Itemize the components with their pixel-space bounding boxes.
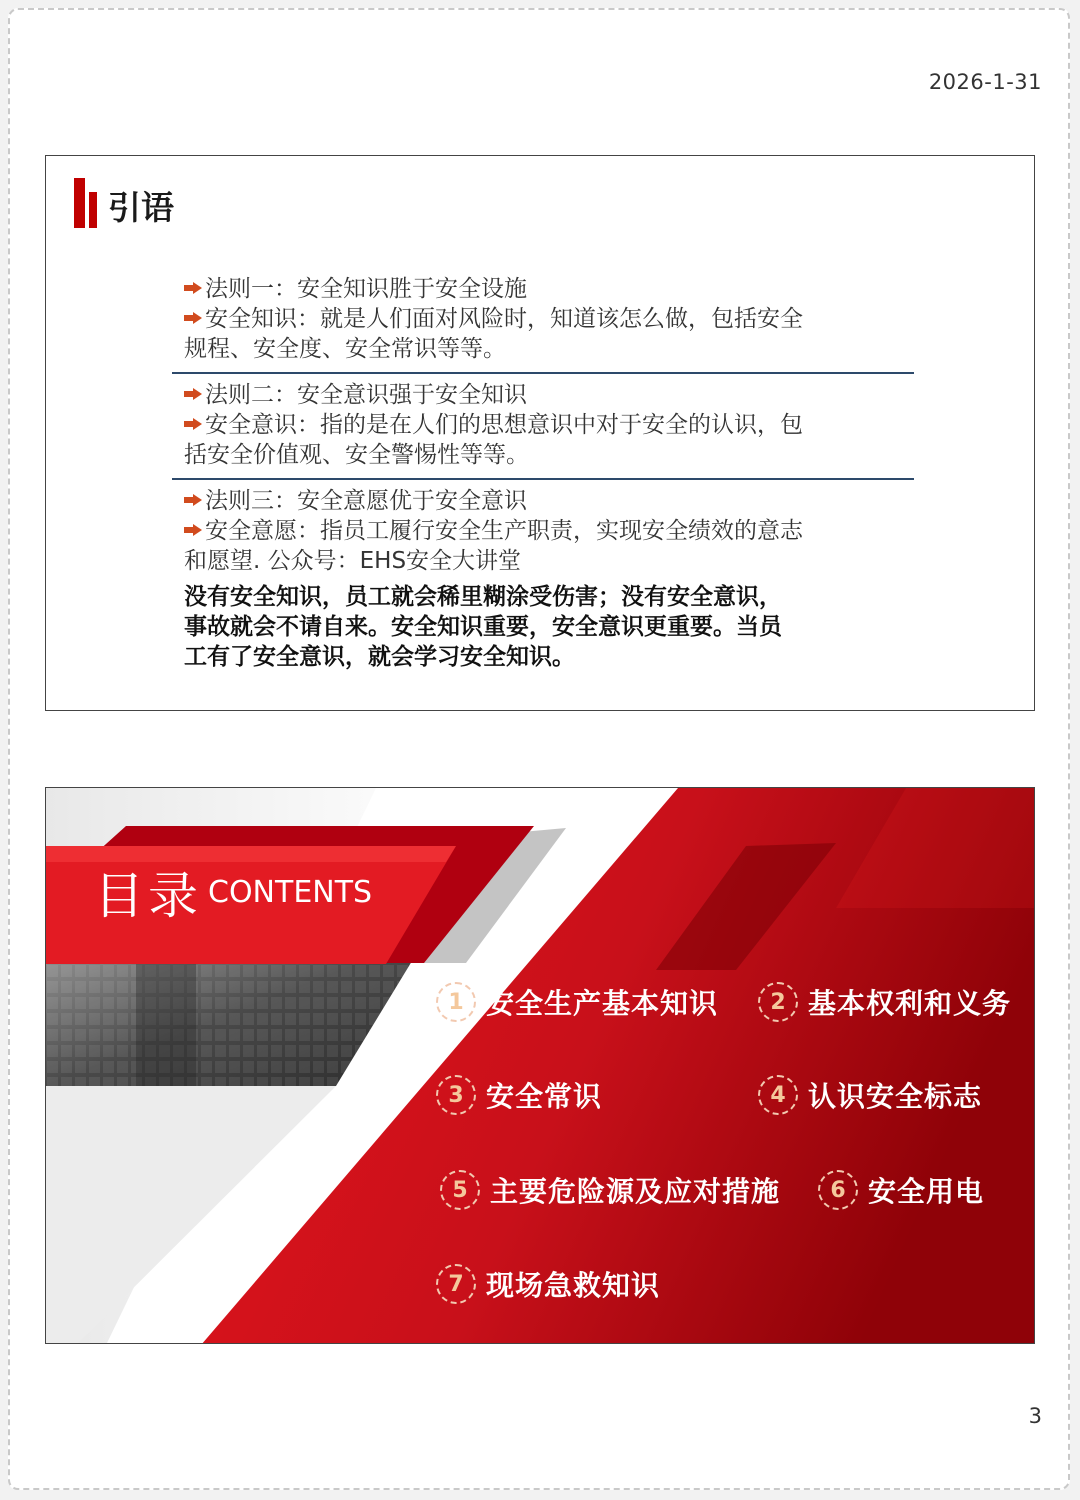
rule-block-2 xyxy=(172,380,914,470)
arrow-bullet-icon xyxy=(184,418,202,430)
divider xyxy=(172,372,914,374)
item-label: 安全常识 xyxy=(486,1080,603,1113)
conclusion-line: 事故就会不请自来。安全知识重要，安全意识更重要。当员 xyxy=(184,614,782,640)
item-label: 主要危险源及应对措施 xyxy=(490,1175,781,1208)
page-number: 3 xyxy=(1028,1404,1042,1428)
item-number: 2 xyxy=(758,982,798,1022)
item-label: 安全生产基本知识 xyxy=(486,987,719,1020)
arrow-bullet-icon xyxy=(184,494,202,506)
item-number: 5 xyxy=(440,1170,480,1210)
item-number: 1 xyxy=(436,982,476,1022)
title-bars-icon xyxy=(74,178,104,228)
item-number: 3 xyxy=(436,1075,476,1115)
rule-heading: 法则二：安全意识强于安全知识 xyxy=(205,382,527,408)
contents-item-3[interactable] xyxy=(436,1075,602,1115)
rule-desc-cont: 括安全价值观、安全警惕性等等。 xyxy=(184,442,529,468)
arrow-bullet-icon xyxy=(184,282,202,294)
conclusion-line: 没有安全知识，员工就会稀里糊涂受伤害；没有安全意识， xyxy=(184,584,782,610)
contents-item-2[interactable] xyxy=(758,982,1011,1022)
page-date: 2026-1-31 xyxy=(928,70,1042,94)
rule-desc: 安全知识：就是人们面对风险时，知道该怎么做，包括安全 xyxy=(205,306,803,332)
rules-list xyxy=(172,274,914,672)
item-label: 基本权利和义务 xyxy=(808,987,1012,1020)
arrow-bullet-icon xyxy=(184,312,202,324)
contents-item-1[interactable] xyxy=(436,982,718,1022)
rule-desc-cont: 和愿望. 公众号：EHS安全大讲堂 xyxy=(184,548,522,574)
rule-desc: 安全意识：指的是在人们的思想意识中对于安全的认识，包 xyxy=(205,412,803,438)
rule-desc: 安全意愿：指员工履行安全生产职责，实现安全绩效的意志 xyxy=(205,518,803,544)
item-label: 安全用电 xyxy=(868,1175,985,1208)
arrow-bullet-icon xyxy=(184,388,202,400)
rule-heading: 法则三：安全意愿优于安全意识 xyxy=(205,488,527,514)
rule-block-1 xyxy=(172,274,914,364)
item-number: 6 xyxy=(818,1170,858,1210)
rule-heading: 法则一：安全知识胜于安全设施 xyxy=(205,276,527,302)
slide-introduction xyxy=(45,155,1035,711)
contents-item-4[interactable] xyxy=(758,1075,982,1115)
conclusion-line: 工有了安全意识，就会学习安全知识。 xyxy=(184,644,575,670)
item-label: 认识安全标志 xyxy=(808,1080,983,1113)
item-number: 7 xyxy=(436,1264,476,1304)
contents-title xyxy=(94,856,372,928)
item-label: 现场急救知识 xyxy=(486,1269,661,1302)
slide-contents xyxy=(45,787,1035,1344)
contents-title-en: CONTENTS xyxy=(208,874,373,910)
conclusion-text xyxy=(172,582,914,672)
contents-title-cn: 目录 xyxy=(94,867,202,925)
slide-title: 引语 xyxy=(108,188,174,227)
contents-item-7[interactable] xyxy=(436,1264,660,1304)
item-number: 4 xyxy=(758,1075,798,1115)
arrow-bullet-icon xyxy=(184,524,202,536)
divider xyxy=(172,478,914,480)
contents-item-5[interactable] xyxy=(440,1170,780,1210)
contents-item-6[interactable] xyxy=(818,1170,984,1210)
rule-desc-cont: 规程、安全度、安全常识等等。 xyxy=(184,336,506,362)
rule-block-3 xyxy=(172,486,914,576)
